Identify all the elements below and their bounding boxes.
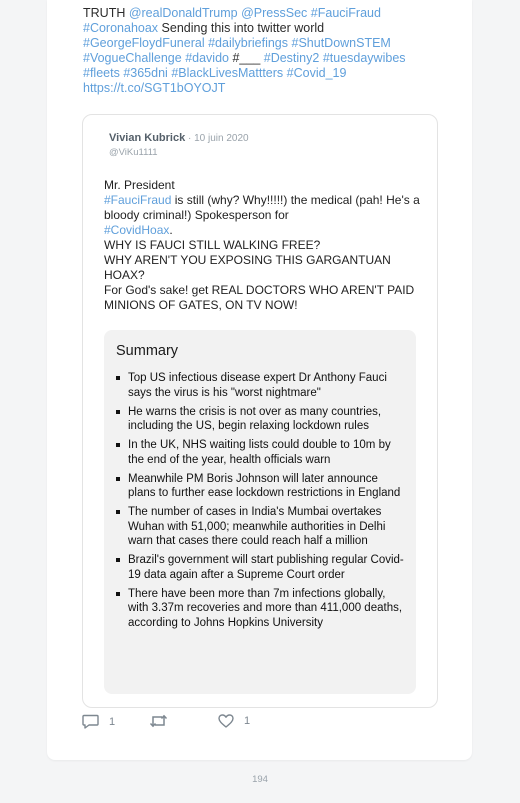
tweet-link[interactable]: #davido xyxy=(185,51,229,65)
quoted-author-name[interactable]: Vivian Kubrick xyxy=(109,132,186,144)
tweet-link[interactable]: #FauciFraud xyxy=(104,193,172,207)
bullet-icon xyxy=(116,410,120,414)
tweet-text-segment: Mr. President xyxy=(104,178,175,192)
quoted-handle[interactable]: @ViKu1111 xyxy=(109,147,158,158)
tweet-text-segment: For God's sake! get REAL DOCTORS WHO AREN'T PAID MINIONS OF GATES, ON TV NOW! xyxy=(104,283,415,312)
reply-count: 1 xyxy=(109,715,116,728)
quoted-text-line xyxy=(104,193,424,223)
quoted-tweet[interactable] xyxy=(82,114,438,708)
like-count: 1 xyxy=(244,715,251,727)
retweet-icon xyxy=(149,714,168,728)
tweet-link[interactable]: #tuesdaywibes xyxy=(322,51,406,65)
summary-item-text: There have been more than 7m infections globally, with 3.37m recoveries and more than 411,000 deaths, according to Johns Hopkins University xyxy=(128,587,403,629)
summary-item xyxy=(116,587,406,631)
summary-item xyxy=(116,438,406,467)
summary-item-text: The number of cases in India's Mumbai overtakes Wuhan with 51,000; meanwhile authorities in Delhi warn that cases there could reach half a million xyxy=(128,506,386,547)
tweet-link[interactable]: @PressSec xyxy=(241,6,308,20)
bullet-icon xyxy=(116,443,120,447)
tweet-text-segment: . xyxy=(169,223,173,237)
tweet-link[interactable]: #VogueChallenge xyxy=(83,51,182,65)
tweet-actions xyxy=(82,714,332,734)
bullet-icon xyxy=(116,558,120,562)
quoted-date: · 10 juin 2020 xyxy=(185,133,249,144)
tweet-text-segment: Sending this into twitter world xyxy=(158,21,325,35)
summary-item-text: Meanwhile PM Boris Johnson will later announce plans to further ease lockdown restrictions in England xyxy=(128,472,401,499)
summary-title: Summary xyxy=(116,343,179,359)
summary-item xyxy=(116,553,406,582)
tweet-link[interactable]: #Destiny2 xyxy=(263,51,320,65)
tweet-link[interactable]: #fleets xyxy=(83,66,120,80)
quoted-text-line xyxy=(104,223,424,238)
tweet-link[interactable]: #FauciFraud xyxy=(310,6,381,20)
tweet-link[interactable]: #CovidHoax xyxy=(104,223,170,237)
summary-item xyxy=(116,505,406,549)
tweet-link[interactable]: #365dni xyxy=(123,66,168,80)
bullet-icon xyxy=(116,376,120,380)
bullet-icon xyxy=(116,592,120,596)
tweet-link[interactable]: #Coronahoax xyxy=(83,21,159,35)
summary-item xyxy=(116,371,406,400)
summary-item-text: Top US infectious disease expert Dr Anthony Fauci says the virus is his "worst nightmare" xyxy=(128,372,387,399)
tweet-text-segment: #___ xyxy=(228,51,264,65)
tweet-text-segment: TRUTH xyxy=(83,6,129,20)
tweet-link[interactable]: #Covid_19 xyxy=(286,66,347,80)
bullet-icon xyxy=(116,510,120,514)
summary-box xyxy=(104,330,416,694)
tweet-link[interactable]: #ShutDownSTEM xyxy=(291,36,391,50)
tweet-link[interactable]: @realDonaldTrump xyxy=(128,6,238,20)
summary-item-text: Brazil's government will start publishing regular Covid-19 data again after a Supreme Court order xyxy=(128,554,404,581)
summary-item xyxy=(116,405,406,434)
quoted-author[interactable] xyxy=(109,132,249,144)
quoted-text xyxy=(104,178,424,313)
heart-icon xyxy=(218,714,234,728)
tweet-text-segment: is still (why? Why!!!!!) the medical (pah! He's a bloody criminal!) Spokesperson for xyxy=(104,193,420,222)
quoted-text-line xyxy=(104,238,424,253)
bullet-icon xyxy=(116,477,120,481)
quoted-text-line xyxy=(104,283,424,313)
reply-icon xyxy=(82,714,99,729)
quoted-text-line xyxy=(104,178,424,193)
summary-list xyxy=(116,371,406,635)
reply-button[interactable] xyxy=(82,714,115,729)
tweet-link[interactable]: #GeorgeFloydFuneral xyxy=(83,36,205,50)
tweet-link[interactable]: #BlackLivesMattters xyxy=(171,66,284,80)
tweet-link[interactable]: #dailybriefings xyxy=(208,36,289,50)
tweet-link[interactable]: https://t.co/SGT1bOYOJT xyxy=(83,81,226,95)
quoted-text-line xyxy=(104,253,424,283)
summary-item-text: In the UK, NHS waiting lists could double to 10m by the end of the year, health officials warn xyxy=(128,439,391,466)
tweet-text-segment: WHY IS FAUCI STILL WALKING FREE? xyxy=(104,238,321,252)
summary-item-text: He warns the crisis is not over as many countries, including the US, begin relaxing lockdown rules xyxy=(128,405,382,432)
page-number: 194 xyxy=(252,774,268,785)
tweet-text-segment: WHY AREN'T YOU EXPOSING THIS GARGANTUAN HOAX? xyxy=(104,253,391,282)
retweet-button[interactable] xyxy=(149,714,168,728)
summary-item xyxy=(116,472,406,501)
like-button[interactable] xyxy=(218,714,250,728)
tweet-text xyxy=(83,6,443,96)
